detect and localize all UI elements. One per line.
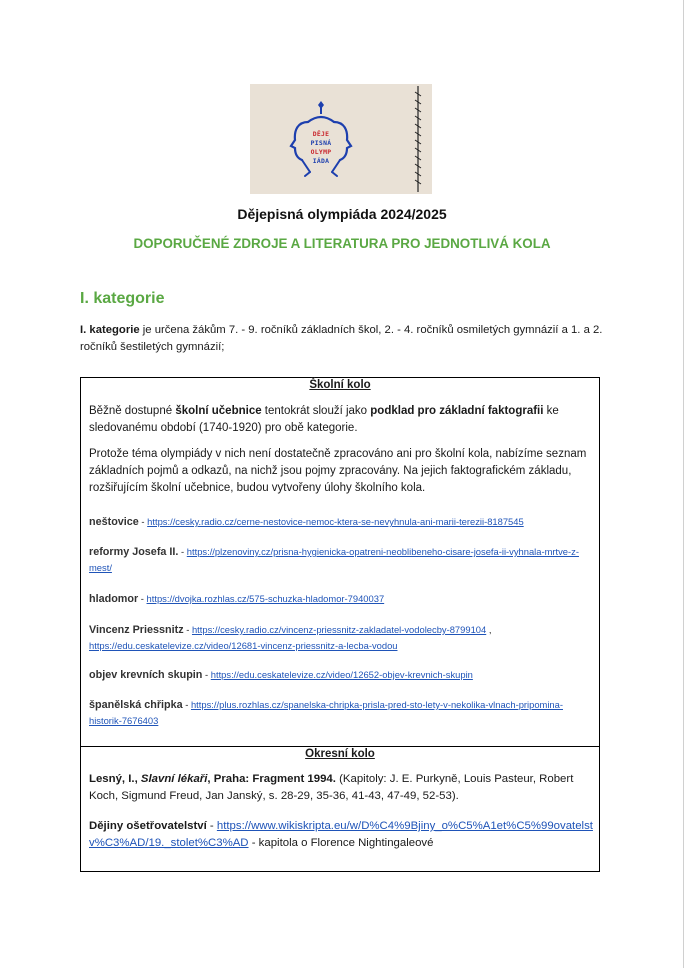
lit-note: - kapitola o Florence Nightingaleové xyxy=(248,837,434,849)
item-term: objev krevních skupin xyxy=(89,669,203,681)
document-subtitle: DOPORUČENÉ ZDROJE A LITERATURA PRO JEDNOTLIVÁ KOLA xyxy=(133,236,551,251)
lit-chapters: (Kapitoly: J. E. Purkyně, Louis Pasteur, Robert Koch, Sigmund Freud, Jan Janský, s. 28-29, 35-36, 41-43, 47-49, 52-53). xyxy=(89,773,574,802)
school-round-title: Školní kolo xyxy=(309,379,371,391)
lit-book-title: Slavní lékaři xyxy=(140,773,208,785)
list-item xyxy=(89,697,594,728)
item-link[interactable]: https://dvojka.rozhlas.cz/575-schuzka-hladomor-7940037 xyxy=(146,593,385,604)
list-item xyxy=(89,591,594,607)
logo-wordmark xyxy=(261,130,381,166)
logo-line-1: DĚJE xyxy=(312,130,330,138)
logo-line-2: PISNÁ xyxy=(310,139,332,147)
school-round-paragraph-2: Protože téma olympiády v nich není dostatečně zpracováno ani pro školní kola, nabízíme seznam základních pojmů a odkazů, na nichž jsou pojmy zpracovány. Na jejich faktografickém základu, rozšiřujícím školní učebnice, budou vytvořeny úlohy školního kola. xyxy=(89,448,587,494)
item-term: Vincenz Priessnitz xyxy=(89,624,184,636)
logo-line-3: OLYMP xyxy=(310,148,332,156)
item-term: reformy Josefa II. xyxy=(89,546,179,558)
section-divider xyxy=(81,746,599,747)
item-link[interactable]: https://plus.rozhlas.cz/spanelska-chripka-prisla-pred-sto-lety-v-nekolika-vlnach-pripomina-historik-7676403 xyxy=(89,699,563,726)
p1-text-3: ke sledovanému období (1740-1920) pro obě kategorie. xyxy=(89,405,559,434)
logo-line-4: IÁDA xyxy=(312,157,330,165)
category-intro-text: je určena žákům 7. - 9. ročníků základních škol, 2. - 4. ročníků osmiletých gymnázií a 1. a 2. ročníků šestiletých gymnázií; xyxy=(80,324,603,353)
rounds-table xyxy=(80,377,600,872)
school-round-paragraph-1 xyxy=(89,403,594,437)
literature-item-1 xyxy=(89,771,597,805)
category-intro xyxy=(80,322,610,355)
item-link[interactable]: https://edu.ceskatelevize.cz/video/12652-objev-krevnich-skupin xyxy=(210,669,473,680)
item-separator: - xyxy=(178,546,187,557)
category-intro-bold: I. kategorie xyxy=(80,324,140,336)
lit-separator: - xyxy=(206,820,217,832)
crown-diamond-icon xyxy=(318,101,324,109)
list-item xyxy=(89,622,594,653)
district-round-title: Okresní kolo xyxy=(305,748,375,760)
list-item xyxy=(89,544,594,575)
list-item xyxy=(89,514,594,530)
p1-bold-1: školní učebnice xyxy=(175,405,262,417)
item-separator: , xyxy=(486,624,492,635)
item-separator: - xyxy=(138,593,147,604)
item-term: španělská chřipka xyxy=(89,699,183,711)
document-title: Dějepisná olympiáda 2024/2025 xyxy=(237,206,447,222)
p1-text-1: Běžně dostupné xyxy=(89,405,176,417)
olympiad-logo xyxy=(250,84,432,194)
lit-author: Lesný, I., xyxy=(89,773,141,785)
neck-feet xyxy=(305,172,337,176)
literature-item-2 xyxy=(89,818,597,852)
item-link[interactable]: https://cesky.radio.cz/vincenz-priessnitz-zakladatel-vodolecby-8799104 xyxy=(191,624,487,635)
lit-title: Dějiny ošetřovatelství xyxy=(89,820,207,832)
item-link[interactable]: https://plzenoviny.cz/prisna-hygienicka-opatreni-neoblibeneho-cisare-josefa-ii-vyhnala-mrtve-z-mest/ xyxy=(89,546,579,573)
head-top xyxy=(308,117,334,122)
item-link[interactable]: https://cesky.radio.cz/cerne-nestovice-nemoc-ktera-se-nevyhnula-ani-marii-terezii-8187545 xyxy=(147,516,524,527)
lit-link[interactable]: https://www.wikiskripta.eu/w/D%C4%9Bjiny_o%C5%A1et%C5%99ovatelstv%C3%AD/19._stolet%C3%AD xyxy=(89,820,593,849)
lit-publication: , Praha: Fragment 1994. xyxy=(207,773,336,785)
p1-bold-2: podklad pro základní faktografii xyxy=(370,405,544,417)
item-term: neštovice xyxy=(89,516,139,528)
category-heading: I. kategorie xyxy=(80,290,165,307)
p1-text-2: tentokrát slouží jako xyxy=(261,405,371,417)
list-item xyxy=(89,667,594,683)
item-separator: - xyxy=(182,699,191,710)
item-term: hladomor xyxy=(89,593,139,605)
item-link-2[interactable]: https://edu.ceskatelevize.cz/video/12681-vincenz-priessnitz-a-lecba-vodou xyxy=(89,640,398,651)
item-separator: - xyxy=(202,669,211,680)
item-separator: - xyxy=(183,624,192,635)
item-separator: - xyxy=(138,516,148,527)
